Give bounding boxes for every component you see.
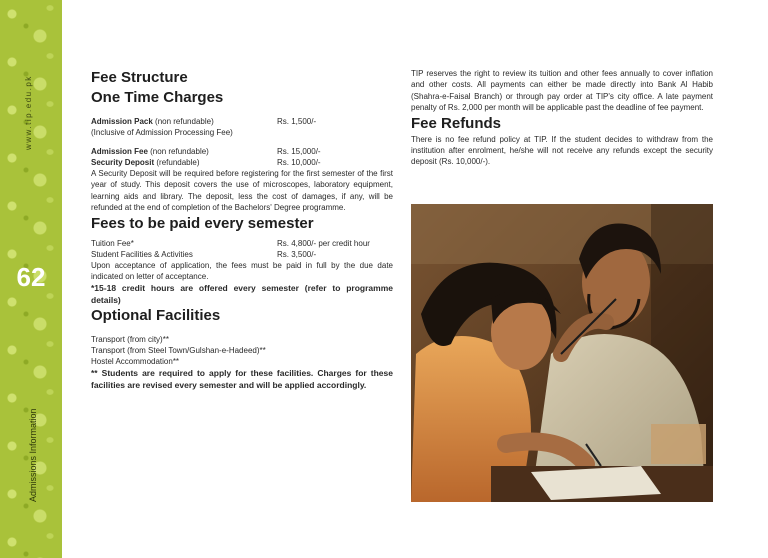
security-deposit-paragraph: A Security Deposit will be required before registering for the first semester of the first year of study. This deposit covers the use of microscopes, laboratory equipment, learning aids and library. The deposit, less the cost of damages, if any, will be refunded at the end of completion of the Bachelors' Degree programme. [91, 169, 393, 213]
acceptance-paragraph: Upon acceptance of application, the fees must be paid in full by the due date indicated on letter of acceptance. [91, 260, 393, 282]
section-label: Admissions Information [28, 408, 38, 502]
one-time-charges-heading: One Time Charges [91, 89, 224, 106]
optional-facilities-note: ** Students are required to apply for these facilities. Charges for these facilities are revised every semester and will be applied accordingly. [91, 368, 393, 391]
admission-fee-qualifier: (non refundable) [147, 147, 209, 156]
website-url: www.tip.edu.pk [24, 75, 33, 150]
admission-pack-qualifier: (non refundable) [152, 117, 214, 126]
admission-pack-label: Admission Pack [91, 117, 153, 126]
semester-fees-heading: Fees to be paid every semester [91, 214, 314, 232]
security-deposit-qualifier: (refundable) [154, 158, 200, 167]
students-photo-illustration [411, 204, 713, 502]
admission-fee-block [91, 146, 393, 168]
security-deposit-label: Security Deposit [91, 158, 155, 167]
list-item: Transport (from city)** [91, 335, 169, 345]
optional-facilities-heading: Optional Facilities [91, 307, 221, 325]
tuition-fee-label: Tuition Fee* [91, 238, 134, 248]
fee-review-paragraph: TIP reserves the right to review its tuition and other fees annually to cover inflation and other costs. All payments can either be made directly into Bank Al Habib (Shahra-e-Faisal Branch) or through pay order at TIP's city office. A late payment penalty of Rs. 2,000 per month will be applicable past the deadline of fee payment. [411, 69, 713, 113]
student-facilities-amount: Rs. 3,500/- [277, 249, 317, 259]
admission-pack-note: (Inclusive of Admission Processing Fee) [91, 128, 233, 137]
sidebar-strip [0, 0, 62, 558]
students-photo [411, 204, 713, 502]
admission-pack-amount: Rs. 1,500/- [277, 117, 317, 126]
page-number: 62 [16, 262, 46, 292]
fee-structure-title: Fee Structure [91, 69, 188, 86]
admission-fee-label: Admission Fee [91, 147, 148, 156]
list-item: Hostel Accommodation** [91, 357, 180, 367]
admission-fee-amount: Rs. 15,000/- [277, 147, 321, 156]
semester-fees-block [91, 238, 393, 260]
optional-facilities-list [91, 334, 393, 367]
admission-pack-block [91, 116, 393, 138]
security-deposit-amount: Rs. 10,000/- [277, 158, 321, 167]
right-column [411, 68, 713, 168]
tuition-fee-amount: Rs. 4,800/- per credit hour [277, 238, 370, 248]
list-item: Transport (from Steel Town/Gulshan-e-Hadeed)** [91, 346, 266, 356]
fee-refunds-heading: Fee Refunds [411, 114, 502, 132]
student-facilities-label: Student Facilities & Activities [91, 249, 193, 259]
left-column [91, 68, 393, 391]
fee-refunds-paragraph: There is no fee refund policy at TIP. If the student decides to withdraw from the institution after enrolment, he/she will not receive any refunds except the security deposit (Rs. 10,000/-). [411, 134, 713, 167]
credit-hours-note: *15-18 credit hours are offered every semester (refer to programme details) [91, 283, 393, 306]
